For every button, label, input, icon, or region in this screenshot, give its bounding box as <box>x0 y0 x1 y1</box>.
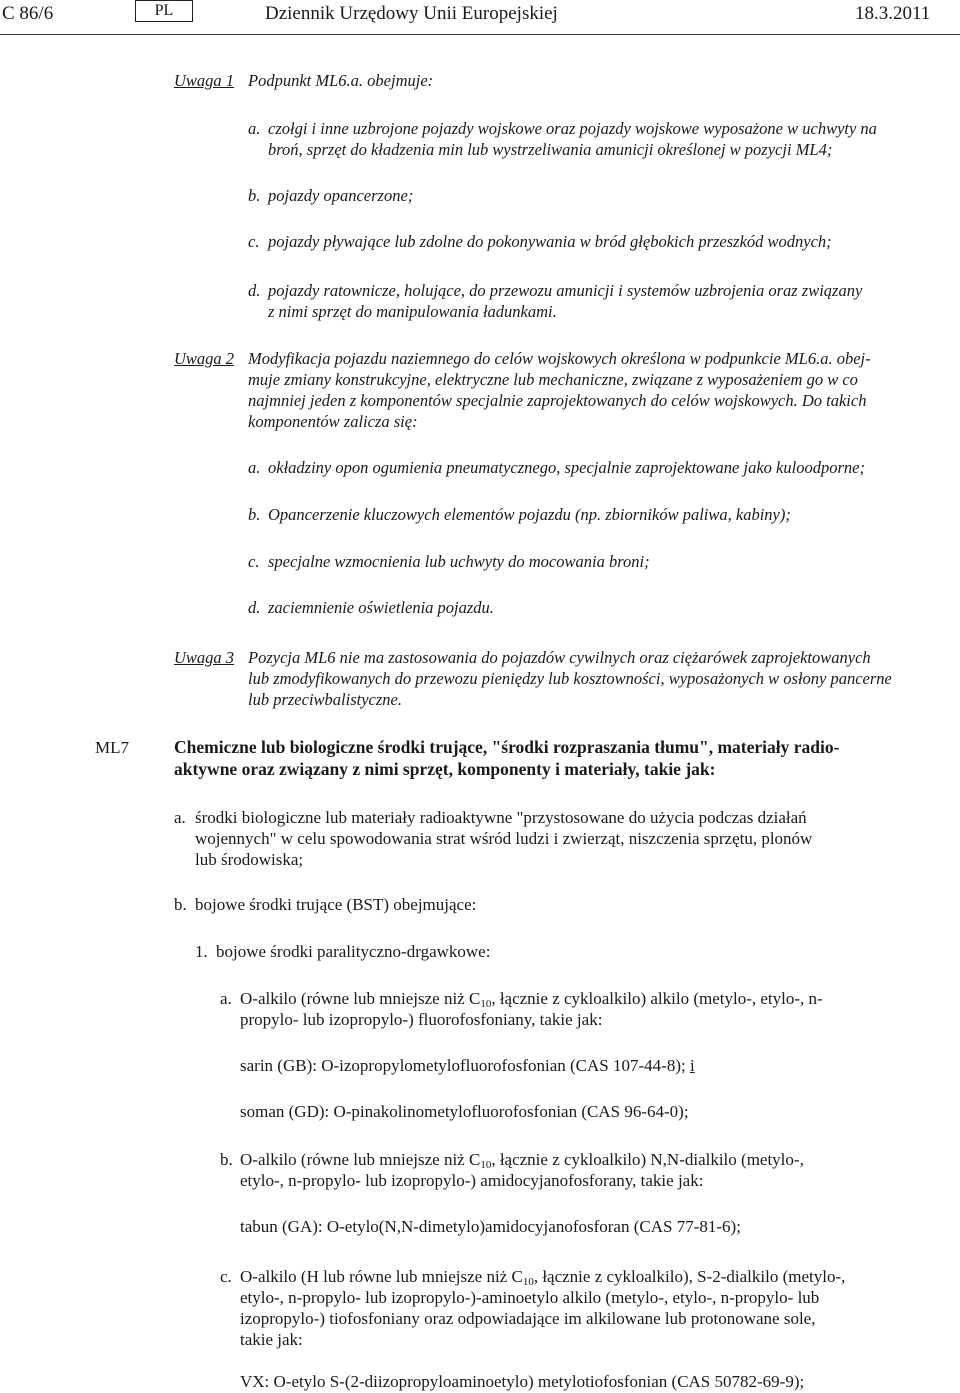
note-1-label: Uwaga 1 <box>174 71 235 90</box>
note-3-line: lub przeciwbalistyczne. <box>248 690 402 709</box>
list-marker: 1. <box>195 942 208 961</box>
chemical-definition-line: takie jak: <box>240 1330 303 1349</box>
chemical-example: soman (GD): O-pinakolinometylofluorofosfonian (CAS 96-64-0); <box>240 1102 689 1121</box>
chemical-definition-line: propylo- lub izopropylo-) fluorofosfoniany, takie jak: <box>240 1010 603 1029</box>
list-item-text: środki biologiczne lub materiały radioaktywne "przystosowane do użycia podczas działań <box>195 808 807 827</box>
list-item-text: z nimi sprzęt do manipulowania ładunkami. <box>268 302 557 321</box>
list-item-text: pojazdy pływające lub zdolne do pokonywania w bród głębokich przeszkód wodnych; <box>268 232 832 251</box>
section-title-line: aktywne oraz związany z nimi sprzęt, komponenty i materiały, takie jak: <box>174 759 716 779</box>
list-marker: b. <box>248 505 261 524</box>
list-marker: d. <box>248 598 261 617</box>
conjunction-link[interactable]: i <box>689 1056 695 1075</box>
chemical-example: VX: O-etylo S-(2-diizopropyloaminoetylo) metylotiofosfonian (CAS 50782-69-9); <box>240 1372 805 1391</box>
list-item-text: zaciemnienie oświetlenia pojazdu. <box>268 598 494 617</box>
list-item-text: bojowe środki trujące (BST) obejmujące: <box>195 895 477 914</box>
list-item-text: pojazdy ratownicze, holujące, do przewozu amunicji i systemów uzbrojenia oraz związany <box>268 281 863 300</box>
note-2-line: komponentów zalicza się: <box>248 412 418 431</box>
list-item-text: bojowe środki paralityczno-drgawkowe: <box>216 942 491 961</box>
note-2-line: najmniej jeden z komponentów specjalnie zaprojektowanych do celów wojskowych. Do takich <box>248 391 867 410</box>
chemical-example: tabun (GA): O-etylo(N,N-dimetylo)amidocyjanofosforan (CAS 77-81-6); <box>240 1217 741 1236</box>
list-marker: a. <box>174 808 186 827</box>
chemical-definition-line: izopropylo-) tiofosfoniany oraz odpowiadające im alkilowane lub protonowane sole, <box>240 1309 816 1328</box>
chemical-definition-line: etylo-, n-propylo- lub izopropylo-)-aminoetylo alkilo (metylo-, etylo-, n-propylo- lub <box>240 1288 820 1307</box>
chemical-definition-line: O-alkilo (równe lub mniejsze niż $C_{10}$, łącznie z cykloalkilo) alkilo (metylo-, etylo-, n- <box>240 989 823 1010</box>
note-1-text: Podpunkt ML6.a. obejmuje: <box>248 71 434 90</box>
chemical-definition-line: etylo-, n-propylo- lub izopropylo-) amidocyjanofosforany, takie jak: <box>240 1171 704 1190</box>
note-2-line: Modyfikacja pojazdu naziemnego do celów wojskowych określona w podpunkcie ML6.a. obej- <box>248 349 871 368</box>
list-marker: b. <box>220 1150 233 1169</box>
note-3-label: Uwaga 3 <box>174 648 235 667</box>
note-2-line: muje zmiany konstrukcyjne, elektryczne lub mechaniczne, związane z wyposażeniem go w co <box>248 370 858 389</box>
list-marker: a. <box>248 458 261 477</box>
list-item-text: okładziny opon ogumienia pneumatycznego, specjalnie zaprojektowane jako kuloodporne; <box>268 458 865 477</box>
list-marker: c. <box>248 552 260 571</box>
chemical-definition-line: O-alkilo (równe lub mniejsze niż $C_{10}$, łącznie z cykloalkilo) N,N-dialkilo (metylo-, <box>240 1150 804 1171</box>
section-code: ML7 <box>95 738 129 757</box>
list-marker: a. <box>248 119 261 138</box>
list-marker: a. <box>220 989 232 1008</box>
chemical-definition-line: O-alkilo (H lub równe lub mniejsze niż $C_{10}$, łącznie z cykloalkilo), S-2-dialkilo (metylo-, <box>240 1267 846 1288</box>
header-rule <box>0 34 960 35</box>
list-marker: c. <box>220 1267 232 1286</box>
list-item-text: broń, sprzęt do kładzenia min lub wystrzeliwania amunicji określonej w pozycji ML4; <box>268 140 833 159</box>
list-marker: b. <box>248 186 261 205</box>
section-title-line: Chemiczne lub biologiczne środki trujące, "środki rozpraszania tłumu", materiały radio- <box>174 737 840 757</box>
list-item-text: czołgi i inne uzbrojone pojazdy wojskowe oraz pojazdy wojskowe wyposażone w uchwyty na <box>268 119 877 138</box>
list-item-text: pojazdy opancerzone; <box>268 186 414 205</box>
list-marker: c. <box>248 232 260 251</box>
note-2-label: Uwaga 2 <box>174 349 235 368</box>
list-item-text: specjalne wzmocnienia lub uchwyty do mocowania broni; <box>268 552 650 571</box>
page-reference: C 86/6 <box>2 3 54 24</box>
journal-title: Dziennik Urzędowy Unii Europejskiej <box>265 3 558 24</box>
list-item-text: lub środowiska; <box>195 850 304 869</box>
list-marker: b. <box>174 895 187 914</box>
publication-date: 18.3.2011 <box>855 3 931 24</box>
chemical-example: sarin (GB): O-izopropylometylofluorofosfonian (CAS 107-44-8); i <box>240 1056 695 1075</box>
note-3-line: lub zmodyfikowanych do przewozu pieniędzy lub kosztowności, wyposażonych w osłony pancerne <box>248 669 892 688</box>
language-badge: PL <box>135 0 193 22</box>
note-3-line: Pozycja ML6 nie ma zastosowania do pojazdów cywilnych oraz ciężarówek zaprojektowanych <box>248 648 871 667</box>
list-item-text: Opancerzenie kluczowych elementów pojazdu (np. zbiorników paliwa, kabiny); <box>268 505 791 524</box>
list-item-text: wojennych" w celu spowodowania strat wśród ludzi i zwierząt, niszczenia sprzętu, plonów <box>195 829 813 848</box>
list-marker: d. <box>248 281 261 300</box>
